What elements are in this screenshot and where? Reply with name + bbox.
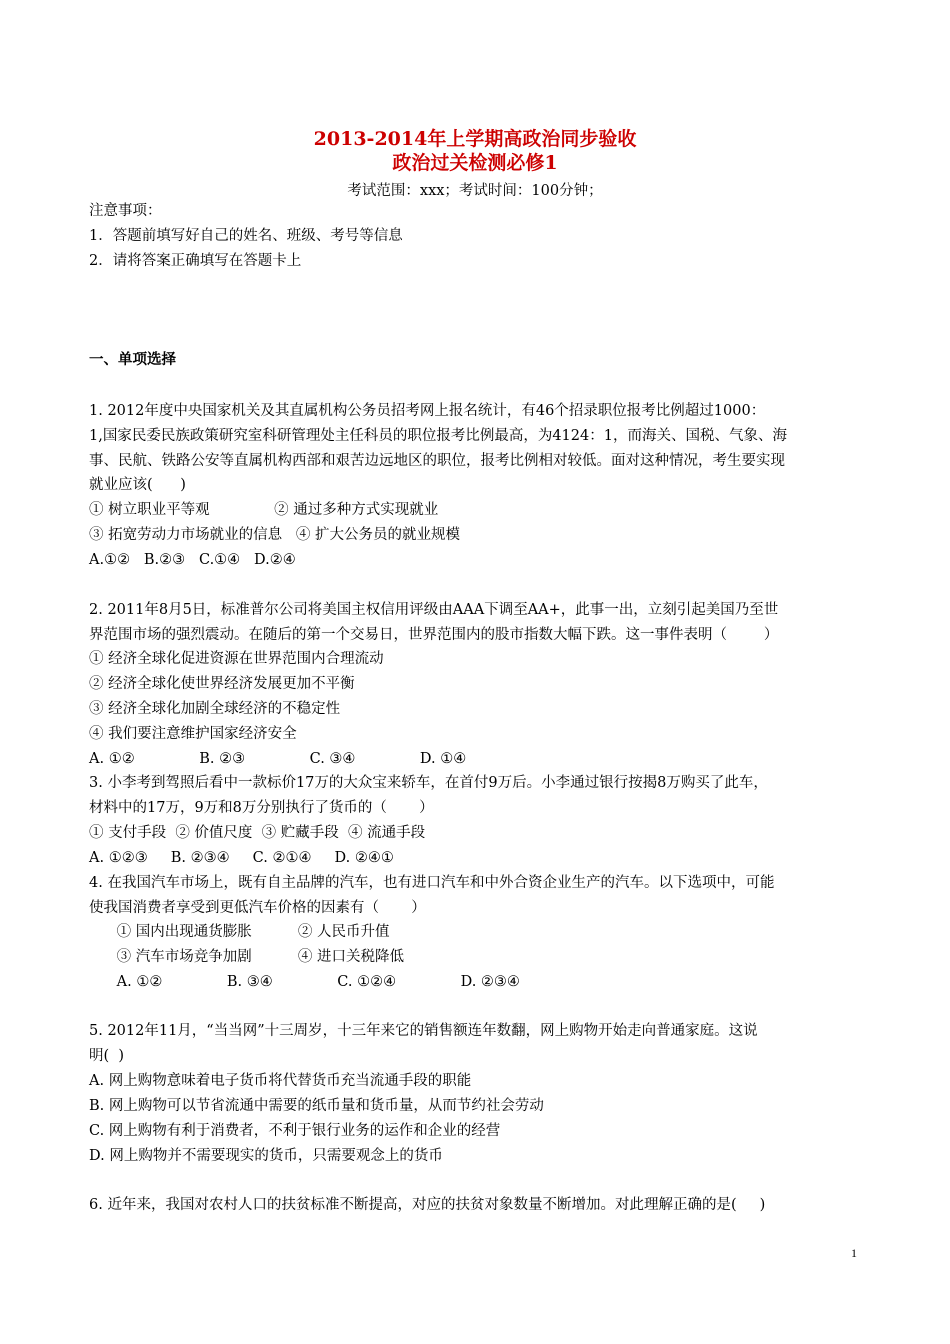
page-number: 1: [851, 1246, 857, 1260]
question-line: 使我国消费者享受到更低汽车价格的因素有（ ）: [89, 900, 426, 916]
exam-meta: 考试范围：xxx；考试时间：100分钟；: [347, 183, 603, 199]
option-line: ① 经济全球化促进资源在世界范围内合理流动: [89, 651, 384, 667]
question-line: 5. 2012年11月，“当当网”十三周岁，十三年来它的销售额连年数翻，网上购物开始走向普通家庭。这说: [89, 1023, 758, 1039]
notes-heading: 注意事项：: [89, 203, 162, 219]
answer-choices: A. ①② B. ③④ C. ①②④ D. ②③④: [89, 974, 520, 990]
answer-choices: A.①② B.②③ C.①④ D.②④: [89, 552, 296, 568]
document-title: 2013-2014年上学期高政治同步验收: [313, 128, 637, 150]
document-subtitle: 政治过关检测必修1: [392, 152, 558, 174]
question-line: 事、民航、铁路公安等直属机构西部和艰苦边远地区的职位，报考比例相对较低。面对这种情况，考生要实现: [89, 453, 785, 469]
question-line: 明( ): [89, 1048, 125, 1064]
option-line: ② 经济全球化使世界经济发展更加不平衡: [89, 676, 355, 692]
question-line: 3. 小李考到驾照后看中一款标价17万的大众宝来轿车，在首付9万后。小李通过银行按揭8万购买了此车，: [89, 775, 768, 791]
section-title: 一、单项选择: [89, 352, 176, 368]
question-line: 2. 2011年8月5日，标准普尔公司将美国主权信用评级由AAA下调至AA+，此事一出，立刻引起美国乃至世: [89, 602, 779, 618]
note-item: 1．答题前填写好自己的姓名、班级、考号等信息: [89, 228, 403, 244]
question-line: 界范围市场的强烈震动。在随后的第一个交易日，世界范围内的股市指数大幅下跌。这一事件表明（ ）: [89, 627, 779, 643]
option-line: ③ 汽车市场竞争加剧 ④ 进口关税降低: [89, 949, 404, 965]
question-line: 1,国家民委民族政策研究室科研管理处主任科员的职位报考比例最高，为4124：1，而海关、国税、气象、海: [89, 428, 787, 444]
option-line: ① 国内出现通货膨胀 ② 人民币升值: [89, 924, 390, 940]
answer-choices: A. ①②③ B. ②③④ C. ②①④ D. ②④①: [89, 850, 394, 866]
question-line: 材料中的17万，9万和8万分别执行了货币的（ ）: [89, 800, 434, 816]
option-line: ③ 拓宽劳动力市场就业的信息 ④ 扩大公务员的就业规模: [89, 527, 461, 543]
question-line: 1. 2012年度中央国家机关及其直属机构公务员招考网上报名统计，有46个招录职位报考比例超过1000：: [89, 403, 766, 419]
option-line: ① 树立职业平等观 ② 通过多种方式实现就业: [89, 502, 439, 518]
option-line: ③ 经济全球化加剧全球经济的不稳定性: [89, 701, 341, 717]
note-item: 2．请将答案正确填写在答题卡上: [89, 253, 302, 269]
option-line: B. 网上购物可以节省流通中需要的纸币量和货币量，从而节约社会劳动: [89, 1098, 544, 1114]
question-line: 4. 在我国汽车市场上，既有自主品牌的汽车，也有进口汽车和中外合资企业生产的汽车。以下选项中，可能: [89, 875, 775, 891]
answer-choices: A. ①② B. ②③ C. ③④ D. ①④: [89, 751, 467, 767]
option-line: ④ 我们要注意维护国家经济安全: [89, 726, 297, 742]
option-line: D. 网上购物并不需要现实的货币，只需要观念上的货币: [89, 1148, 443, 1164]
option-line: C. 网上购物有利于消费者，不利于银行业务的运作和企业的经营: [89, 1123, 501, 1139]
question-line: 6. 近年来，我国对农村人口的扶贫标准不断提高，对应的扶贫对象数量不断增加。对此理解正确的是( ): [89, 1197, 766, 1213]
question-line: 就业应该( ): [89, 477, 186, 493]
option-line: A. 网上购物意味着电子货币将代替货币充当流通手段的职能: [89, 1073, 472, 1089]
option-line: ① 支付手段 ② 价值尺度 ③ 贮藏手段 ④ 流通手段: [89, 825, 426, 841]
